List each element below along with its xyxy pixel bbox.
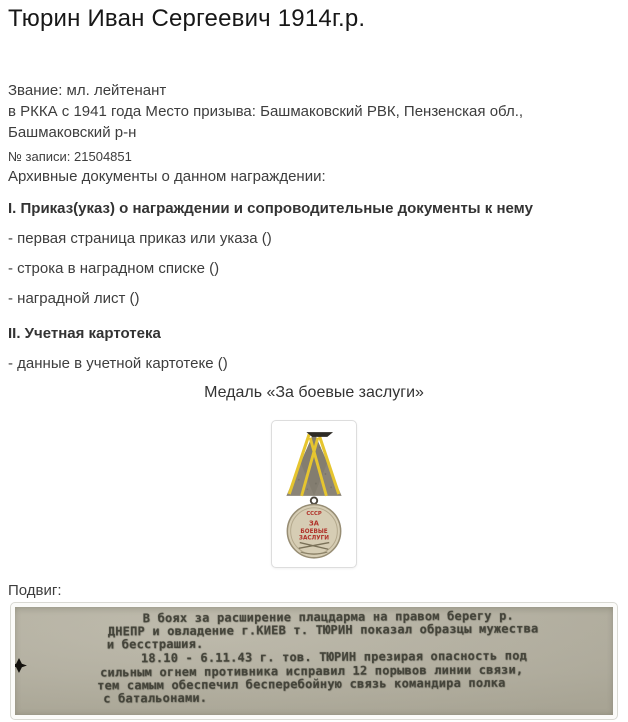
award-title: Медаль «За боевые заслуги» <box>204 384 424 401</box>
medal-image[interactable] <box>271 420 357 568</box>
scan-text-line: 18.10 - 6.11.43 г. тов. ТЮРИН презирая опасность под <box>140 648 528 666</box>
medal-inscription-line2: БОЕВЫЕ <box>300 529 328 536</box>
record-number: № записи: 21504851 <box>8 149 132 164</box>
award-record-page <box>0 4 628 720</box>
scan-text-line: и бесстрашия. <box>106 636 204 652</box>
feat-label: Подвиг: <box>8 582 62 599</box>
scan-text-line: с батальонами. <box>103 690 208 706</box>
card-data-item: - данные в учетной картотеке () <box>8 355 228 372</box>
section-order-header: I. Приказ(указ) о награждении и сопроводительные документы к нему <box>8 200 533 217</box>
order-first-page-item: - первая страница приказ или указа () <box>8 230 272 247</box>
scan-paper <box>15 607 613 715</box>
service-line: в РККА с 1941 года Место призыва: Башмаковский РВК, Пензенская обл., Башмаковский р-н <box>8 103 524 141</box>
order-list-row-item: - строка в наградном списке () <box>8 260 220 277</box>
medal-inscription-line1: ЗА <box>309 519 319 528</box>
award-sheet-item: - наградной лист () <box>8 290 140 307</box>
rank-line: Звание: мл. лейтенант <box>8 82 167 99</box>
medal-inscription-line3: ЗАСЛУГИ <box>298 535 330 542</box>
section-card-header: II. Учетная картотека <box>8 325 161 342</box>
archive-docs-heading: Архивные документы о данном награждении: <box>8 168 326 185</box>
medal-top-inscription: СССР <box>306 510 322 517</box>
scan-text-line: сильным огнем противника исправил 12 порывов линии связи, <box>100 662 524 680</box>
feat-document-scan[interactable] <box>10 602 618 720</box>
scan-text <box>15 607 613 715</box>
scan-text-line: ДНЕПР и овладение г.КИЕВ т. ТЮРИН показал образцы мужества <box>107 621 539 639</box>
page-title: Тюрин Иван Сергеевич 1914г.р. <box>8 5 366 32</box>
scan-text-line: тем самым обеспечил бесперебойную связь командира полка <box>97 675 506 693</box>
medal-for-combat-service-icon <box>274 423 354 565</box>
scan-text-line: В боях за расширение плацдарма на правом берегу р. <box>142 608 514 626</box>
